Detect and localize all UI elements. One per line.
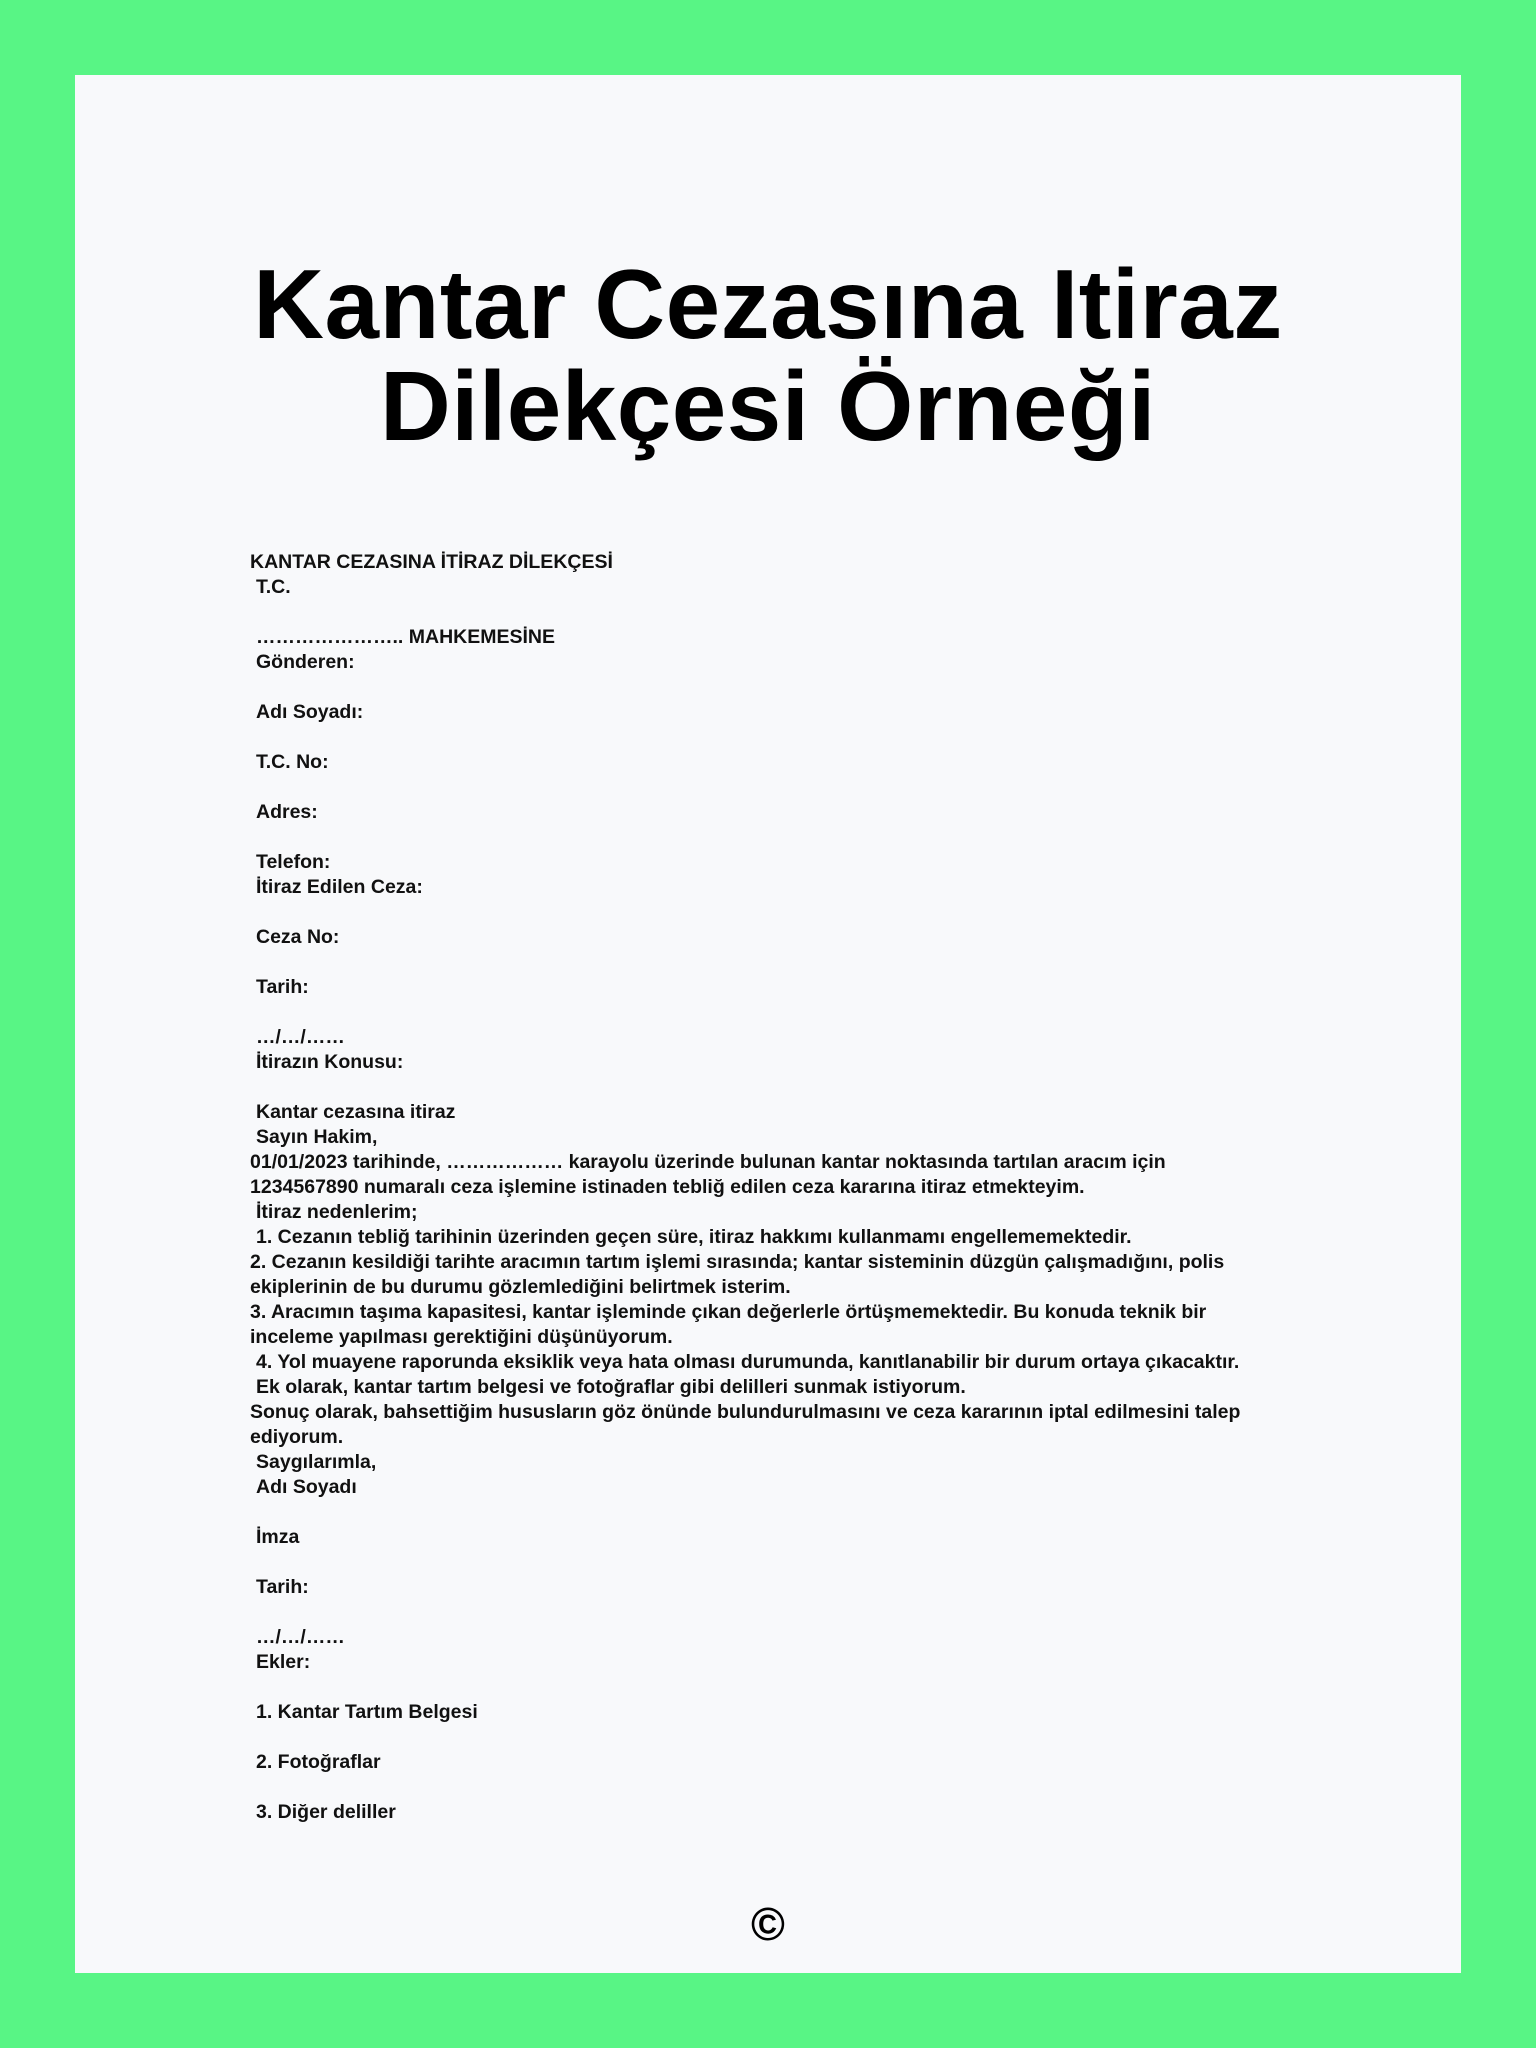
additional-note: Ek olarak, kantar tartım belgesi ve fotoğraflar gibi delilleri sunmak istiyorum. [256,1376,966,1398]
date-label: Tarih: [256,976,309,998]
sign-date-label: Tarih: [256,1576,309,1598]
attachment-item: 2. Fotoğraflar [256,1751,381,1773]
intro-line-1: 01/01/2023 tarihinde, ……………… karayolu üzerinde bulunan kantar noktasında tartılan aracım için [250,1151,1166,1173]
reason-2-line-2: ekiplerinin de bu durumu gözlemlediğini belirtmek isterim. [250,1276,791,1298]
title-line-1: Kantar Cezasına Itiraz [253,249,1283,359]
reason-2-line-1: 2. Cezanın kesildiği tarihte aracımın tartım işlemi sırasında; kantar sisteminin düzgün çalışmadığını, polis [250,1251,1225,1273]
intro-line-2: 1234567890 numaralı ceza işlemine istinaden tebliğ edilen ceza kararına itiraz etmekteyim. [250,1176,1085,1198]
petition-body [250,550,1300,1825]
phone-label: Telefon: [256,851,331,873]
attachment-item: 1. Kantar Tartım Belgesi [256,1701,478,1723]
address-label: Adres: [256,801,318,823]
tc-line: T.C. [256,576,291,598]
copyright-icon: © [751,1898,785,1950]
document-page [75,75,1461,1973]
page-title [75,249,1461,461]
regards: Saygılarımla, [256,1451,377,1473]
signature-name: Adı Soyadı [256,1476,357,1498]
petition-heading: KANTAR CEZASINA İTİRAZ DİLEKÇESİ [250,551,613,573]
reason-3-line-1: 3. Aracımın taşıma kapasitesi, kantar işleminde çıkan değerlerle örtüşmemektedir. Bu konuda teknik bir [250,1301,1207,1323]
reason-4: 4. Yol muayene raporunda eksiklik veya hata olması durumunda, kanıtlanabilir bir durum ortaya çıkacaktır. [256,1351,1240,1373]
reason-1: 1. Cezanın tebliğ tarihinin üzerinden geçen süre, itiraz hakkımı kullanmamı engellememektedir. [256,1226,1132,1248]
subject-label: İtirazın Konusu: [256,1051,404,1073]
penalty-label: İtiraz Edilen Ceza: [256,876,423,898]
title-line-2: Dilekçesi Örneği [379,351,1157,461]
tc-no-label: T.C. No: [256,751,329,773]
reason-3-line-2: inceleme yapılması gerektiğini düşünüyorum. [250,1326,673,1348]
sign-date-value: …/…/…… [256,1626,345,1648]
name-label: Adı Soyadı: [256,701,364,723]
court-line: ………………….. MAHKEMESİNE [256,626,556,648]
conclusion-line-2: ediyorum. [250,1426,344,1448]
date-value: …/…/…… [256,1026,345,1048]
attachment-item: 3. Diğer deliller [256,1801,396,1823]
conclusion-line-1: Sonuç olarak, bahsettiğim hususların göz önünde bulundurulmasını ve ceza kararının iptal edilmesini talep [250,1401,1241,1423]
salutation: Sayın Hakim, [256,1126,378,1148]
reasons-label: İtiraz nedenlerim; [256,1201,418,1223]
signature-label: İmza [256,1526,300,1548]
subject-value: Kantar cezasına itiraz [256,1101,456,1123]
penalty-no-label: Ceza No: [256,926,340,948]
attachments-label: Ekler: [256,1651,311,1673]
sender-label: Gönderen: [256,651,355,673]
